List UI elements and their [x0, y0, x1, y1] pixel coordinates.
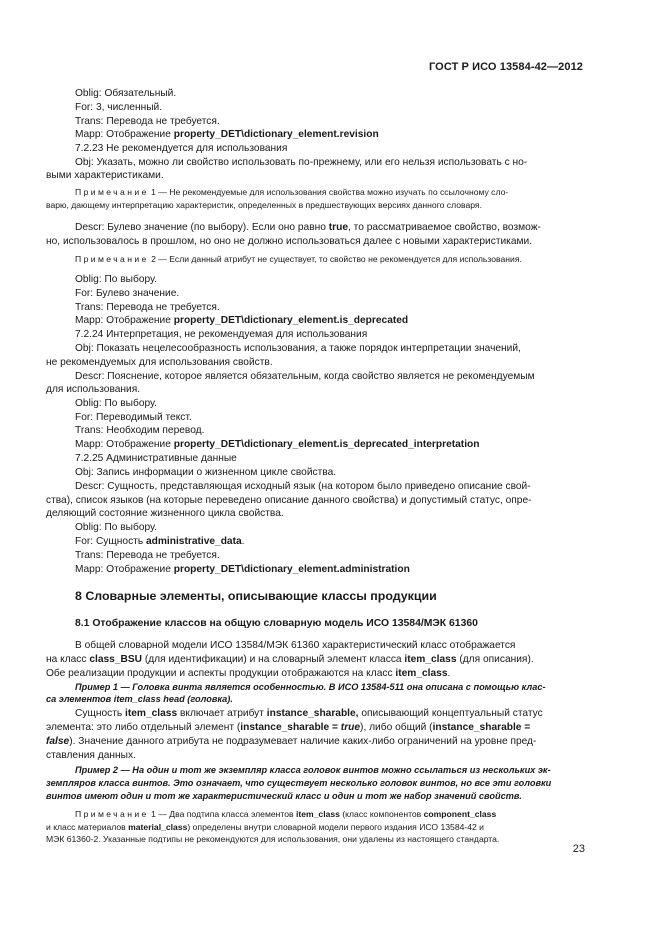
descr-line-cont: но, использовалось в прошлом, но оно не должно использоваться далее с новыми характеристиками.	[46, 236, 533, 247]
mapp-path: property_DET\dictionary_element.administration	[173, 564, 410, 575]
note-1: Примечание 1 — Не рекомендуемые для использования свойства можно изучать по ссылочному сло-	[75, 187, 509, 197]
obj-line-cont: не рекомендуемых для использования свойств.	[46, 357, 273, 368]
clause-7-2-25: 7.2.25 Административные данные	[75, 453, 237, 464]
mapp-line: Mapp: Отображение property_DET\dictionary_element.administration	[75, 564, 410, 575]
example-2: Пример 2 — На один и тот же экземпляр класса головок винтов можно ссылаться из нескольких эк-	[75, 765, 551, 775]
note-2: Примечание 2 — Если данный атрибут не существует, то свойство не рекомендуется для использования.	[75, 254, 522, 264]
for-line: For: Сущность administrative_data.	[75, 536, 245, 547]
paragraph-line: Сущность item_class включает атрибут instance_sharable, описывающий концептуальный статус	[75, 708, 543, 719]
paragraph-line: элемента: это либо отдельный элемент (instance_sharable = true), либо общий (instance_sharable =	[46, 722, 531, 733]
obj-line: Obj: Показать нецелесообразность использования, а также порядок интерпретации значений,	[75, 343, 521, 354]
mapp-line: Mapp: Отображение property_DET\dictionary_element.revision	[75, 129, 379, 140]
example-1-cont: са элементов item_class head (головка).	[46, 694, 233, 704]
note-3-cont: и класс материалов material_class) определены внутри словарной модели первого издания ИСО 13584-42 и	[46, 822, 484, 832]
paragraph-line: Обе реализации продукции и аспекты продукции отображаются на класс item_class.	[46, 668, 451, 679]
trans-line: Trans: Перевода не требуется.	[75, 302, 220, 313]
trans-line: Trans: Перевода не требуется.	[75, 116, 220, 127]
example-2-cont: земпляров класса винтов. Это означает, что существует несколько головок винтов, но все эти головки	[46, 778, 552, 788]
for-line: For: Булево значение.	[75, 288, 180, 299]
descr-line-cont: для использования.	[46, 384, 141, 395]
clause-7-2-24: 7.2.24 Интерпретация, не рекомендуемая для использования	[75, 329, 368, 340]
note-3-cont: МЭК 61360-2. Указанные подтипы не рекомендуются для использования, они удалены из настоящего стандарта.	[46, 834, 500, 844]
descr-line: Descr: Булево значение (по выбору). Если оно равно true, то рассматриваемое свойство, возмож-	[75, 222, 541, 233]
paragraph-line: ставления данных.	[46, 750, 136, 761]
subsection-heading: 8.1 Отображение классов на общую словарную модель ИСО 13584/МЭК 61360	[75, 618, 478, 629]
mapp-path: property_DET\dictionary_element.is_deprecated	[173, 315, 409, 326]
obj-line-cont: выми характеристиками.	[46, 170, 164, 181]
for-line: For: 3, численный.	[75, 102, 163, 113]
clause-7-2-23: 7.2.23 Не рекомендуется для использования	[75, 143, 288, 154]
paragraph-line: на класс class_BSU (для идентификации) и на словарный элемент класса item_class (для описания).	[46, 654, 534, 665]
mapp-line: Mapp: Отображение property_DET\dictionary_element.is_deprecated_interpretation	[75, 439, 480, 450]
trans-line: Trans: Необходим перевод.	[75, 425, 205, 436]
obj-line: Obj: Запись информации о жизненном цикле свойства.	[75, 467, 337, 478]
page-number: 23	[572, 843, 585, 855]
mapp-line: Mapp: Отображение property_DET\dictionary_element.is_deprecated	[75, 315, 409, 326]
oblig-line: Oblig: Обязательный.	[75, 88, 177, 99]
mapp-path: property_DET\dictionary_element.revision	[173, 129, 379, 140]
oblig-line: Oblig: По выбору.	[75, 398, 157, 409]
descr-line: Descr: Пояснение, которое является обязательным, когда свойство является не рекомендуемым	[75, 371, 535, 382]
example-1: Пример 1 — Головка винта является особенностью. В ИСО 13584-511 она описана с помощью клас-	[75, 682, 546, 692]
oblig-line: Oblig: По выбору.	[75, 274, 157, 285]
document-header: ГОСТ Р ИСО 13584-42—2012	[428, 61, 583, 73]
section-heading: 8 Словарные элементы, описывающие классы продукции	[75, 589, 437, 603]
paragraph-line: В общей словарной модели ИСО 13584/МЭК 61360 характеристический класс отображается	[75, 640, 516, 651]
descr-line-cont: деляющий состояние жизненного цикла свойства.	[46, 508, 284, 519]
obj-line: Obj: Указать, можно ли свойство использовать по-прежнему, или его нельзя использовать с но-	[75, 157, 528, 168]
example-2-cont: винтов имеют один и тот же характеристический класс и один и тот же набор значений свойств.	[46, 791, 522, 801]
descr-line: Descr: Сущность, представляющая исходный язык (на котором было приведено описание свой-	[75, 481, 531, 492]
note-1-cont: варю, дающему интерпретацию характеристик, определенных в предшествующих версиях данного словаря.	[46, 200, 482, 210]
descr-line-cont: ства), список языков (на которые переведено описание данного свойства) и допустимый статус, опре-	[46, 495, 532, 506]
paragraph-line: false). Значение данного атрибута не подразумевает наличие каких-либо ограничений на уровне пред-	[46, 736, 537, 747]
note-3: Примечание 1 — Два подтипа класса элементов item_class (класс компонентов component_class	[75, 809, 497, 819]
for-line: For: Переводимый текст.	[75, 412, 192, 423]
mapp-path: property_DET\dictionary_element.is_deprecated_interpretation	[173, 439, 480, 450]
oblig-line: Oblig: По выбору.	[75, 522, 157, 533]
trans-line: Trans: Перевода не требуется.	[75, 550, 220, 561]
